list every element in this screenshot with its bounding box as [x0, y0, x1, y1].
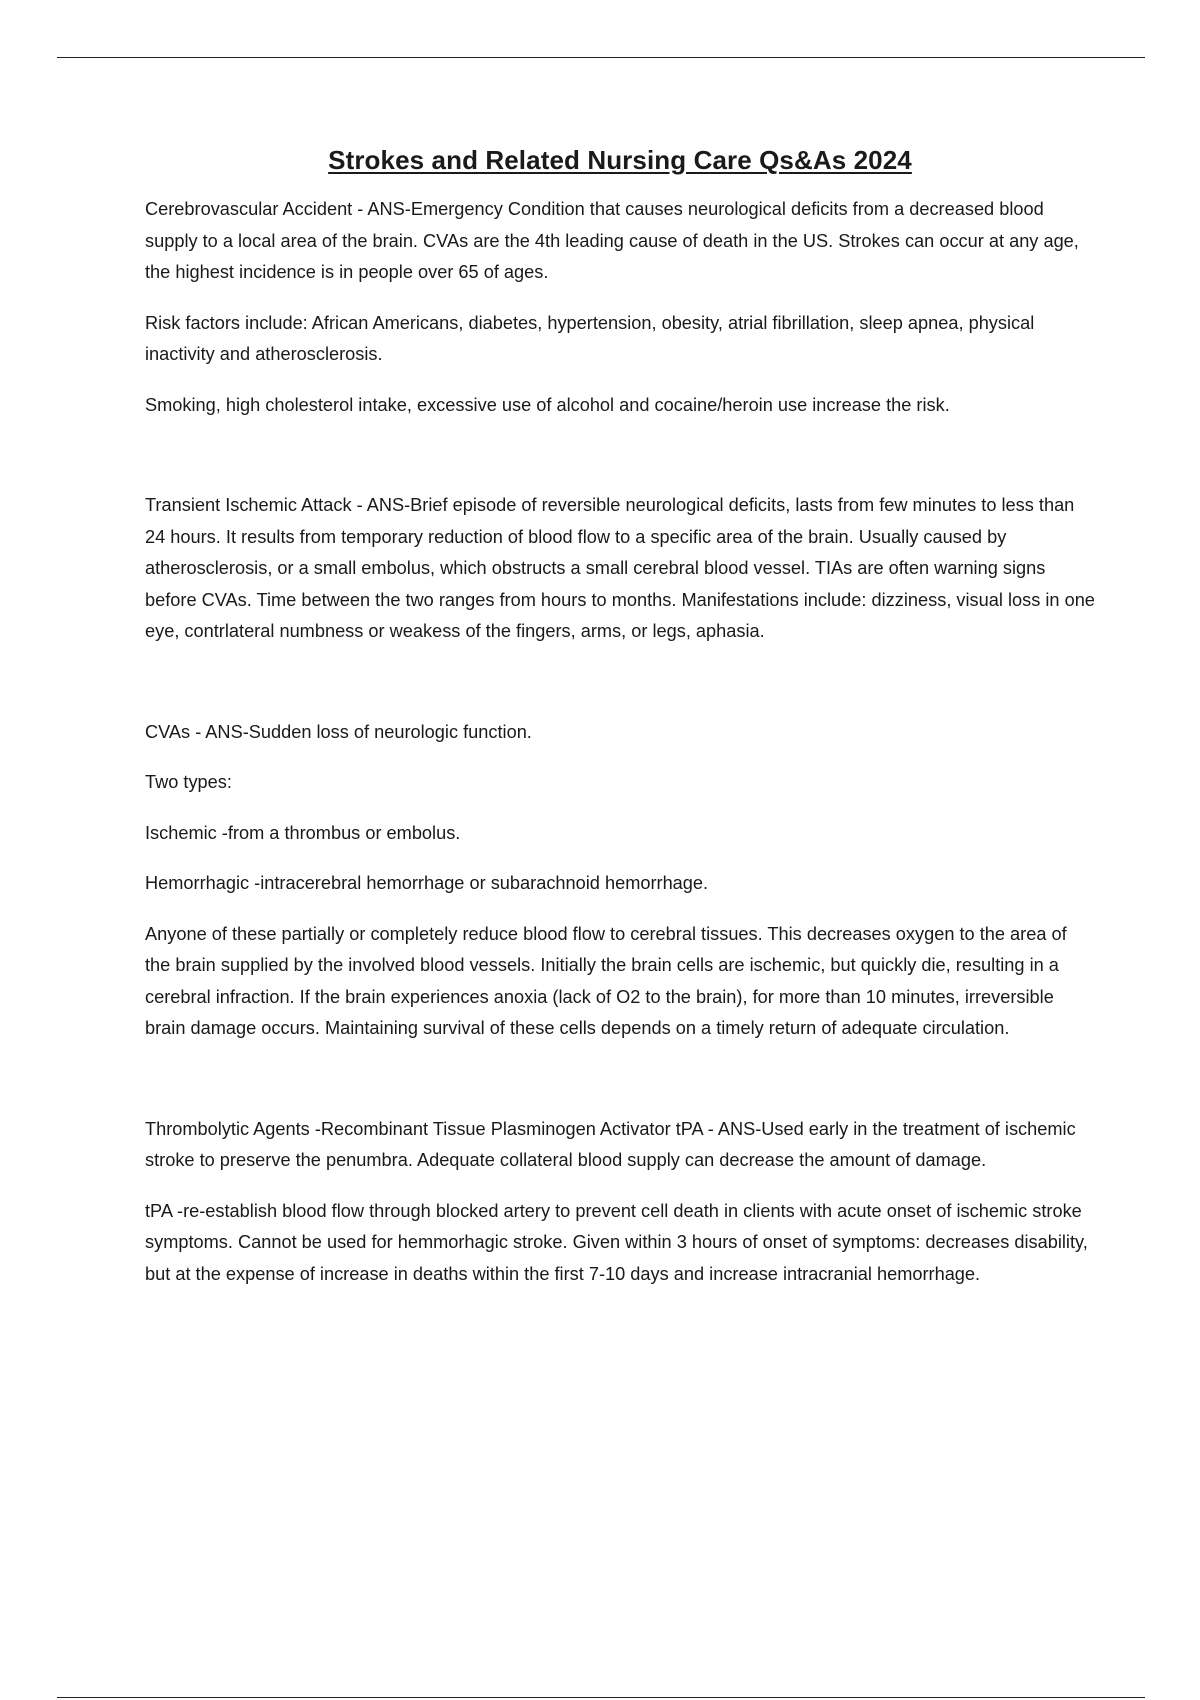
paragraph-tia-definition: Transient Ischemic Attack - ANS-Brief episode of reversible neurological deficits, lasts from few minutes to less than 24 hours. It results from temporary reduction of blood flow to a specific area of the brain. Usually caused by atherosclerosis, or a small embolus, which obstructs a small cerebral blood vessel. TIAs are often warning signs before CVAs. Time between the two ranges from hours to months. Manifestations include: dizziness, visual loss in one eye, contrlateral numbness or weakess of the fingers, arms, or legs, aphasia.: [145, 495, 1095, 641]
paragraph-lifestyle-risks: Smoking, high cholesterol intake, excessive use of alcohol and cocaine/heroin use increase the risk.: [145, 394, 950, 415]
paragraph-two-types: Two types:: [145, 772, 232, 792]
document-title: Strokes and Related Nursing Care Qs&As 2024: [328, 145, 912, 175]
document-page: [145, 145, 1095, 1290]
paragraph-tpa: tPA -re-establish blood flow through blocked artery to prevent cell death in clients with acute onset of ischemic stroke symptoms. Cannot be used for hemmorhagic stroke. Given within 3 hours of onset of symptoms: decreases disability, but at the expense of increase in deaths within the first 7-10 days and increase intracranial hemorrhage.: [145, 1200, 1088, 1284]
bottom-divider: [57, 1697, 1145, 1698]
paragraph-risk-factors: Risk factors include: African Americans, diabetes, hypertension, obesity, atrial fibrillation, sleep apnea, physical inactivity and atherosclerosis.: [145, 312, 1035, 364]
paragraph-thrombolytic-agents: Thrombolytic Agents -Recombinant Tissue Plasminogen Activator tPA - ANS-Used early in the treatment of ischemic stroke to preserve the penumbra. Adequate collateral blood supply can decrease the amount of damage.: [145, 1118, 1076, 1170]
paragraph-blood-flow: Anyone of these partially or completely reduce blood flow to cerebral tissues. This decreases oxygen to the area of the brain supplied by the involved blood vessels. Initially the brain cells are ischemic, but quickly die, resulting in a cerebral infraction. If the brain experiences anoxia (lack of O2 to the brain), for more than 10 minutes, irreversible brain damage occurs. Maintaining survival of these cells depends on a timely return of adequate circulation.: [145, 923, 1067, 1038]
top-divider: [57, 57, 1145, 58]
paragraph-ischemic: Ischemic -from a thrombus or embolus.: [145, 822, 461, 843]
paragraph-cvas-definition: CVAs - ANS-Sudden loss of neurologic function.: [145, 721, 532, 742]
paragraph-hemorrhagic: Hemorrhagic -intracerebral hemorrhage or subarachnoid hemorrhage.: [145, 873, 709, 893]
paragraph-cva-definition: Cerebrovascular Accident - ANS-Emergency Condition that causes neurological deficits from a decreased blood supply to a local area of the brain. CVAs are the 4th leading cause of death in the US. Strokes can occur at any age, the highest incidence is in people over 65 of ages.: [145, 199, 1079, 282]
